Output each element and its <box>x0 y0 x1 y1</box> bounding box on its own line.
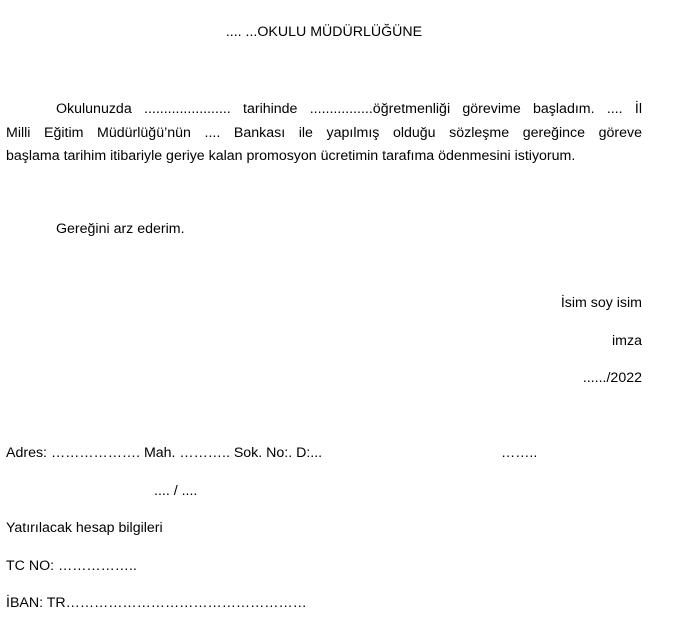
signature-date: ....../2022 <box>582 370 642 386</box>
signature-label: imza <box>612 333 642 349</box>
address-line-2: .... / .... <box>154 483 198 499</box>
body-paragraph <box>6 98 642 169</box>
document-title: .... ...OKULU MÜDÜRLÜĞÜNE <box>225 24 423 40</box>
address-line-1-extra: …….. <box>501 445 538 461</box>
iban-field: İBAN: TR…………………………………………… <box>6 595 307 611</box>
bank-info-heading: Yatırılacak hesap bilgileri <box>6 520 163 536</box>
signature-name-label: İsim soy isim <box>560 295 642 311</box>
address-line-1: Adres: ………………. Mah. ……….. Sok. No:. D:... <box>6 445 323 461</box>
tc-number-field: TC NO: …………….. <box>6 558 137 574</box>
closing-phrase: Gereğini arz ederim. <box>56 221 185 237</box>
body-line-3: başlama tarihim itibariyle geriye kalan promosyon ücretimin tarafıma ödenmesini istiyorum. <box>6 148 576 164</box>
body-line-1: Okulunuzda ...................... tarihinde ................öğretmenliği görevime başladım. .... İl <box>56 101 642 117</box>
body-line-2: Milli Eğitim Müdürlüğü’nün .... Bankası ile yapılmış olduğu sözleşme gereğince göreve <box>6 124 642 141</box>
